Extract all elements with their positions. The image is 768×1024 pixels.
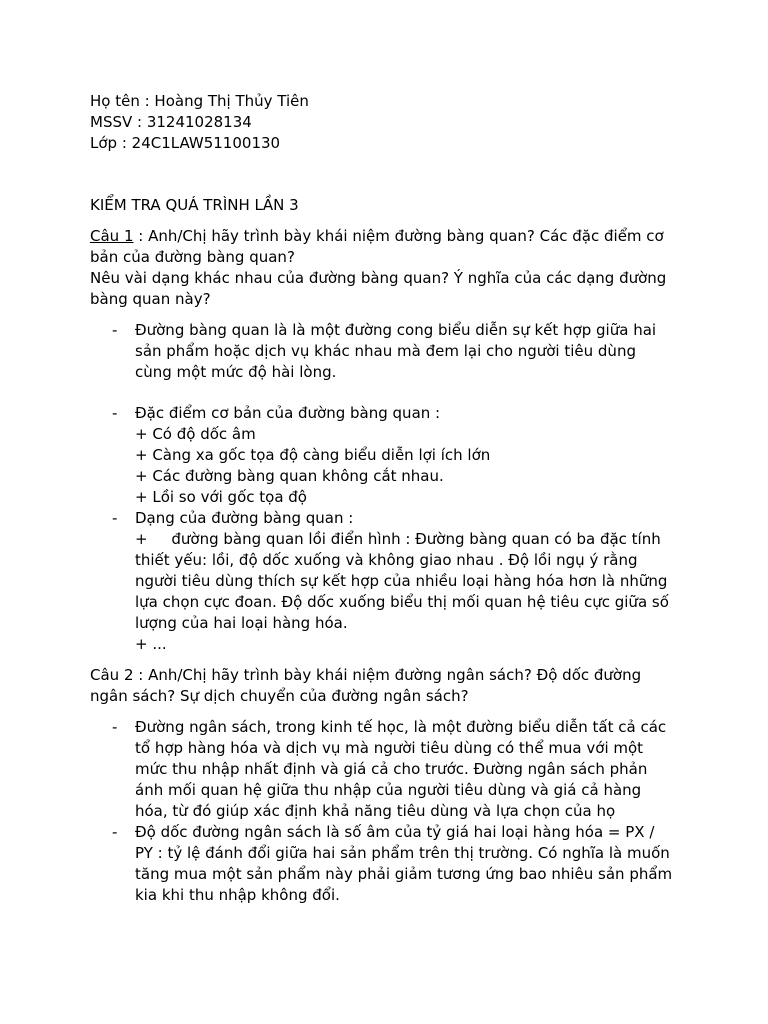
answer-line: Đường ngân sách, trong kinh tế học, là một đường biểu diễn tất cả các xyxy=(135,718,667,736)
answer-line: lượng của hai loại hàng hóa. xyxy=(135,614,348,632)
answer-line: hóa, từ đó giúp xác định khả năng tiêu dùng và lựa chọn của họ xyxy=(135,802,616,820)
bullet-dash: - xyxy=(112,321,118,339)
answer-line: + đường bàng quan lồi điển hình : Đường bàng quan có ba đặc tính xyxy=(135,530,661,548)
answer-line: kia khi thu nhập không đổi. xyxy=(135,886,340,904)
exam-title: KIỂM TRA QUÁ TRÌNH LẦN 3 xyxy=(90,196,299,214)
answer-line: Đường bàng quan là là một đường cong biểu diễn sự kết hợp giữa hai xyxy=(135,321,657,339)
question-2-line-1: Câu 2 : Anh/Chị hãy trình bày khái niệm đường ngân sách? Độ dốc đường xyxy=(90,666,642,684)
answer-line: + Các đường bàng quan không cắt nhau. xyxy=(135,467,444,485)
question-1-line-1 xyxy=(90,226,664,247)
answer-line: + Có độ dốc âm xyxy=(135,425,256,443)
answer-line: cùng một mức độ hài lòng. xyxy=(135,363,337,381)
bullet-dash: - xyxy=(112,404,118,422)
answer-line: Dạng của đường bàng quan : xyxy=(135,509,354,527)
question-1-line-4: bàng quan này? xyxy=(90,290,211,308)
answer-line: ánh mối quan hệ giữa thu nhập của người tiêu dùng và giá cả hàng xyxy=(135,781,642,799)
answer-line: người tiêu dùng thích sự kết hợp của nhiều loại hàng hóa hơn là những xyxy=(135,572,668,590)
answer-line: sản phẩm hoặc dịch vụ khác nhau mà đem lại cho người tiêu dùng xyxy=(135,342,636,360)
question-1-text: : Anh/Chị hãy trình bày khái niệm đường bàng quan? Các đặc điểm cơ xyxy=(133,227,664,245)
answer-line: + Càng xa gốc tọa độ càng biểu diễn lợi ích lớn xyxy=(135,446,491,464)
question-1-line-3: Nêu vài dạng khác nhau của đường bàng quan? Ý nghĩa của các dạng đường xyxy=(90,269,667,287)
answer-line: Độ dốc đường ngân sách là số âm của tỷ giá hai loại hàng hóa = PX / xyxy=(135,823,655,841)
student-id: MSSV : 31241028134 xyxy=(90,113,252,131)
answer-line: + Lồi so với gốc tọa độ xyxy=(135,488,307,506)
student-class: Lớp : 24C1LAW51100130 xyxy=(90,134,281,152)
question-1-line-2: bản của đường bàng quan? xyxy=(90,248,295,266)
student-name: Họ tên : Hoàng Thị Thủy Tiên xyxy=(90,92,309,110)
answer-line: Đặc điểm cơ bản của đường bàng quan : xyxy=(135,404,441,422)
answer-line: thiết yếu: lồi, độ dốc xuống và không giao nhau . Độ lồi ngụ ý rằng xyxy=(135,551,638,569)
bullet-dash: - xyxy=(112,823,118,841)
answer-line: mức thu nhập nhất định và giá cả cho trước. Đường ngân sách phản xyxy=(135,760,648,778)
answer-line: tăng mua một sản phẩm này phải giảm tương ứng bao nhiêu sản phẩm xyxy=(135,865,673,883)
bullet-dash: - xyxy=(112,509,118,527)
question-2-line-2: ngân sách? Sự dịch chuyển của đường ngân sách? xyxy=(90,687,469,705)
bullet-dash: - xyxy=(112,718,118,736)
answer-line: lựa chọn cực đoan. Độ dốc xuống biểu thị mối quan hệ tiêu cực giữa số xyxy=(135,593,669,611)
answer-line: PY : tỷ lệ đánh đổi giữa hai sản phẩm trên thị trường. Có nghĩa là muốn xyxy=(135,844,670,862)
answer-line: + ... xyxy=(135,635,167,653)
question-1-label: Câu 1 xyxy=(90,227,134,245)
answer-line: tổ hợp hàng hóa và dịch vụ mà người tiêu dùng có thể mua với một xyxy=(135,739,644,757)
